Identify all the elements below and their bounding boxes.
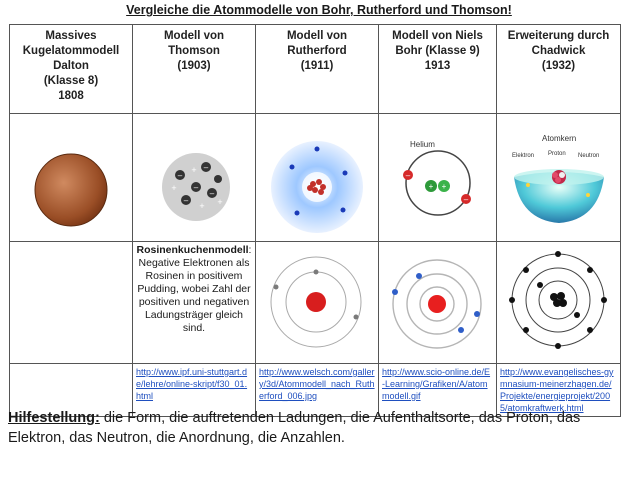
header-thomson xyxy=(133,25,256,114)
electron-sign: – xyxy=(177,171,183,180)
header-line: Kugelatommodell xyxy=(22,45,120,57)
header-line: (1911) xyxy=(300,60,334,72)
chadwick-desc-cell xyxy=(497,242,621,364)
bohr-image-cell xyxy=(379,114,497,242)
dalton-image-cell xyxy=(10,114,133,242)
rosinenkuchen-term: Rosinenkuchenmodell xyxy=(136,244,249,256)
header-line: Massives xyxy=(45,30,97,42)
thomson-image-cell xyxy=(133,114,256,242)
electron-sign: – xyxy=(183,196,189,205)
header-line: Modell von xyxy=(286,30,348,42)
hint-text xyxy=(8,408,633,448)
proton-sign: + xyxy=(199,201,205,211)
elektron-label: Elektron xyxy=(511,153,534,159)
header-line: Chadwick xyxy=(531,45,586,57)
chadwick-image-cell xyxy=(497,114,621,242)
neutron-label: Neutron xyxy=(577,153,599,159)
thomson-source-link[interactable]: http://www.ipf.uni-stuttgart.de/lehre/online-skript/f30_01.html xyxy=(136,367,248,401)
rutherford-atom-image xyxy=(256,242,376,358)
header-line: Bohr (Klasse 9) xyxy=(395,45,480,57)
rutherford-desc-cell xyxy=(256,242,379,364)
electron-sign: – xyxy=(405,171,410,180)
dalton-desc-cell xyxy=(10,242,133,364)
electron-sign: – xyxy=(209,189,215,198)
header-rutherford xyxy=(256,25,379,114)
bohr-shell-image xyxy=(379,242,495,358)
header-line: Rutherford xyxy=(287,45,347,57)
thomson-desc-cell xyxy=(133,242,256,364)
worksheet-title: Vergleiche die Atommodelle von Bohr, Rutherford und Thomson! xyxy=(126,3,512,17)
electron-sign: – xyxy=(463,195,468,204)
electron-sign: – xyxy=(203,163,209,172)
header-line: (1932) xyxy=(541,60,576,72)
hint-lead: Hilfestellung: xyxy=(8,410,100,426)
hint-body: die Form, die auftretenden Ladungen, die Aufenthaltsorte, das Proton, das Elektron, das Neutron, die Anordnung, die Anzahlen. xyxy=(8,410,581,446)
header-dalton xyxy=(10,25,133,114)
header-line: Erweiterung durch xyxy=(507,30,610,42)
header-line: Modell von Niels xyxy=(392,30,483,42)
thomson-model-image xyxy=(134,115,254,240)
proton-sign: + xyxy=(217,197,223,207)
chadwick-model-image xyxy=(498,115,620,240)
proton-sign: + xyxy=(428,182,433,191)
proton-sign: + xyxy=(441,182,446,191)
header-chadwick xyxy=(497,25,621,114)
thomson-description xyxy=(133,242,255,337)
helium-label: Helium xyxy=(409,140,435,149)
thomson-desc-text: : Negative Elektronen als Rosinen in positivem Pudding, wobei Zahl der positiven und negativen Ladungsträger gleich sind. xyxy=(137,244,252,334)
chadwick-source-link[interactable]: http://www.evangelisches-gymnasium-meinerzhagen.de/Projekte/energieprojekt/2005/atomkraftwerk.html xyxy=(500,367,614,413)
bohr-desc-cell xyxy=(379,242,497,364)
proton-sign: + xyxy=(191,165,197,175)
header-line: Thomson xyxy=(168,45,220,57)
atomkern-label: Atomkern xyxy=(541,134,576,143)
bohr-helium-image xyxy=(380,115,496,240)
rutherford-image-cell xyxy=(256,114,379,242)
image-row xyxy=(10,114,621,242)
proton-sign: + xyxy=(171,183,177,193)
chadwick-atom-image xyxy=(497,242,619,358)
header-line: 1913 xyxy=(424,60,451,72)
header-line: Modell von xyxy=(163,30,225,42)
rutherford-source-link[interactable]: http://www.welsch.com/gallery/3d/Atommodell_nach_Rutherford_006.jpg xyxy=(259,367,375,401)
header-line: (Klasse 8) xyxy=(43,75,99,87)
header-row xyxy=(10,25,621,114)
atom-model-table xyxy=(9,24,621,417)
header-bohr xyxy=(379,25,497,114)
rutherford-model-image xyxy=(257,115,377,240)
dalton-sphere-image xyxy=(11,115,131,240)
header-line: Dalton xyxy=(53,60,89,72)
electron-sign: – xyxy=(193,183,199,192)
bohr-source-link[interactable]: http://www.scio-online.de/E-Learning/Grafiken/A/atommodell.gif xyxy=(382,367,491,401)
description-row xyxy=(10,242,621,364)
header-line: (1903) xyxy=(177,60,211,72)
header-line: 1808 xyxy=(58,90,84,102)
proton-label: Proton xyxy=(547,151,566,157)
